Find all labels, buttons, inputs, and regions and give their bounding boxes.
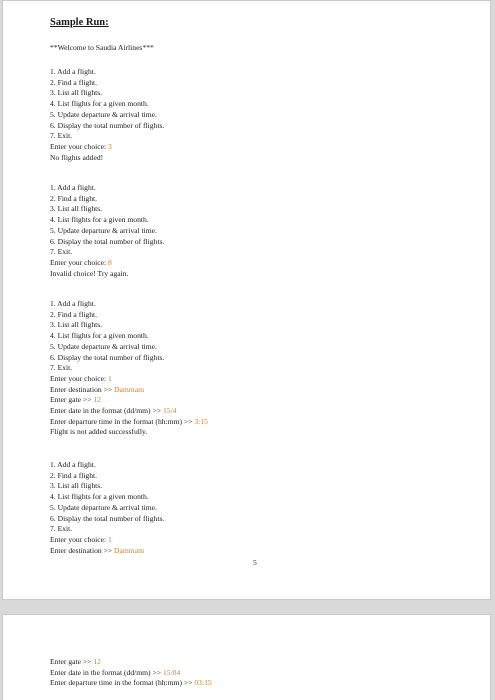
menu-item: 4. List flights for a given month. [50, 331, 149, 341]
menu-item: 5. Update departure & arrival time. [50, 225, 157, 235]
user-input: 8 [108, 257, 112, 267]
gate-line [50, 657, 212, 668]
destination-line [50, 385, 208, 396]
time-prompt: Enter departure time in the format (hh:mm) >> [50, 678, 193, 688]
choice-prompt: Enter your choice: [50, 141, 107, 151]
gate-prompt: Enter gate >> [50, 657, 92, 666]
menu-item: 6. Display the total number of flights. [50, 352, 165, 362]
menu-item: 6. Display the total number of flights. [50, 513, 165, 523]
menu-item: 4. List flights for a given month. [50, 492, 149, 502]
choice-line [50, 374, 208, 385]
choice-prompt: Enter your choice: [50, 534, 107, 544]
run-block-1 [50, 67, 164, 163]
run-block-4-continued [50, 657, 212, 689]
choice-line [50, 142, 164, 153]
menu-item: 7. Exit. [50, 363, 73, 373]
time-line [50, 417, 208, 428]
menu-item: 3. List all flights. [50, 320, 103, 330]
menu-item: 7. Exit. [50, 524, 73, 534]
user-input: 03:15 [194, 678, 212, 688]
run-block-4 [50, 460, 164, 556]
menu-item: 1. Add a flight. [50, 460, 96, 469]
destination-prompt: Enter destination >> [50, 384, 113, 394]
date-prompt: Enter date in the format (dd/mm) >> [50, 667, 162, 677]
run-block-2 [50, 183, 164, 279]
document-page-2 [2, 614, 491, 700]
menu-item: 1. Add a flight. [50, 299, 96, 308]
user-input: 3:15 [194, 416, 208, 426]
menu-item: 3. List all flights. [50, 204, 103, 214]
destination-prompt: Enter destination >> [50, 545, 113, 555]
user-input: 15/04 [162, 667, 181, 677]
document-page-1 [2, 0, 491, 600]
choice-line [50, 535, 164, 546]
menu-item: 1. Add a flight. [50, 183, 96, 192]
run-block-3 [50, 299, 208, 438]
menu-item: 7. Exit. [50, 131, 73, 141]
gate-prompt: Enter gate >> [50, 395, 92, 405]
menu-item: 1. Add a flight. [50, 67, 96, 76]
user-input: 12 [93, 395, 101, 405]
menu-item: 2. Find a flight. [50, 470, 98, 480]
menu-item: 6. Display the total number of flights. [50, 120, 165, 130]
page-number: 5 [253, 558, 257, 567]
user-input: 12 [93, 657, 101, 666]
result-line: No flights added! [50, 152, 104, 162]
menu-item: 6. Display the total number of flights. [50, 236, 165, 246]
user-input: Dammam [114, 545, 144, 555]
choice-prompt: Enter your choice: [50, 257, 107, 267]
menu-item: 4. List flights for a given month. [50, 99, 149, 109]
time-line [50, 678, 212, 689]
destination-line [50, 546, 164, 557]
result-line: Flight is not added successfully. [50, 427, 148, 437]
user-input: 1 [108, 534, 112, 544]
menu-item: 2. Find a flight. [50, 77, 98, 87]
result-line: Invalid choice! Try again. [50, 268, 129, 278]
choice-prompt: Enter your choice: [50, 373, 107, 383]
choice-line [50, 258, 164, 269]
welcome-line: **Welcome to Saudia Airlines*** [50, 43, 154, 52]
menu-item: 2. Find a flight. [50, 309, 98, 319]
menu-item: 3. List all flights. [50, 88, 103, 98]
date-line [50, 406, 208, 417]
user-input: 15/4 [162, 406, 177, 416]
gate-line [50, 395, 208, 406]
date-line [50, 668, 212, 679]
user-input: Dammam [114, 384, 144, 394]
menu-item: 4. List flights for a given month. [50, 215, 149, 225]
date-prompt: Enter date in the format (dd/mm) >> [50, 406, 162, 416]
sample-run-heading: Sample Run: [50, 17, 109, 28]
menu-item: 2. Find a flight. [50, 193, 98, 203]
menu-item: 7. Exit. [50, 247, 73, 257]
menu-item: 5. Update departure & arrival time. [50, 502, 157, 512]
user-input: 3 [108, 141, 112, 151]
menu-item: 3. List all flights. [50, 481, 103, 491]
time-prompt: Enter departure time in the format (hh:mm) >> [50, 416, 193, 426]
user-input: 1 [108, 373, 112, 383]
menu-item: 5. Update departure & arrival time. [50, 109, 157, 119]
menu-item: 5. Update departure & arrival time. [50, 341, 157, 351]
